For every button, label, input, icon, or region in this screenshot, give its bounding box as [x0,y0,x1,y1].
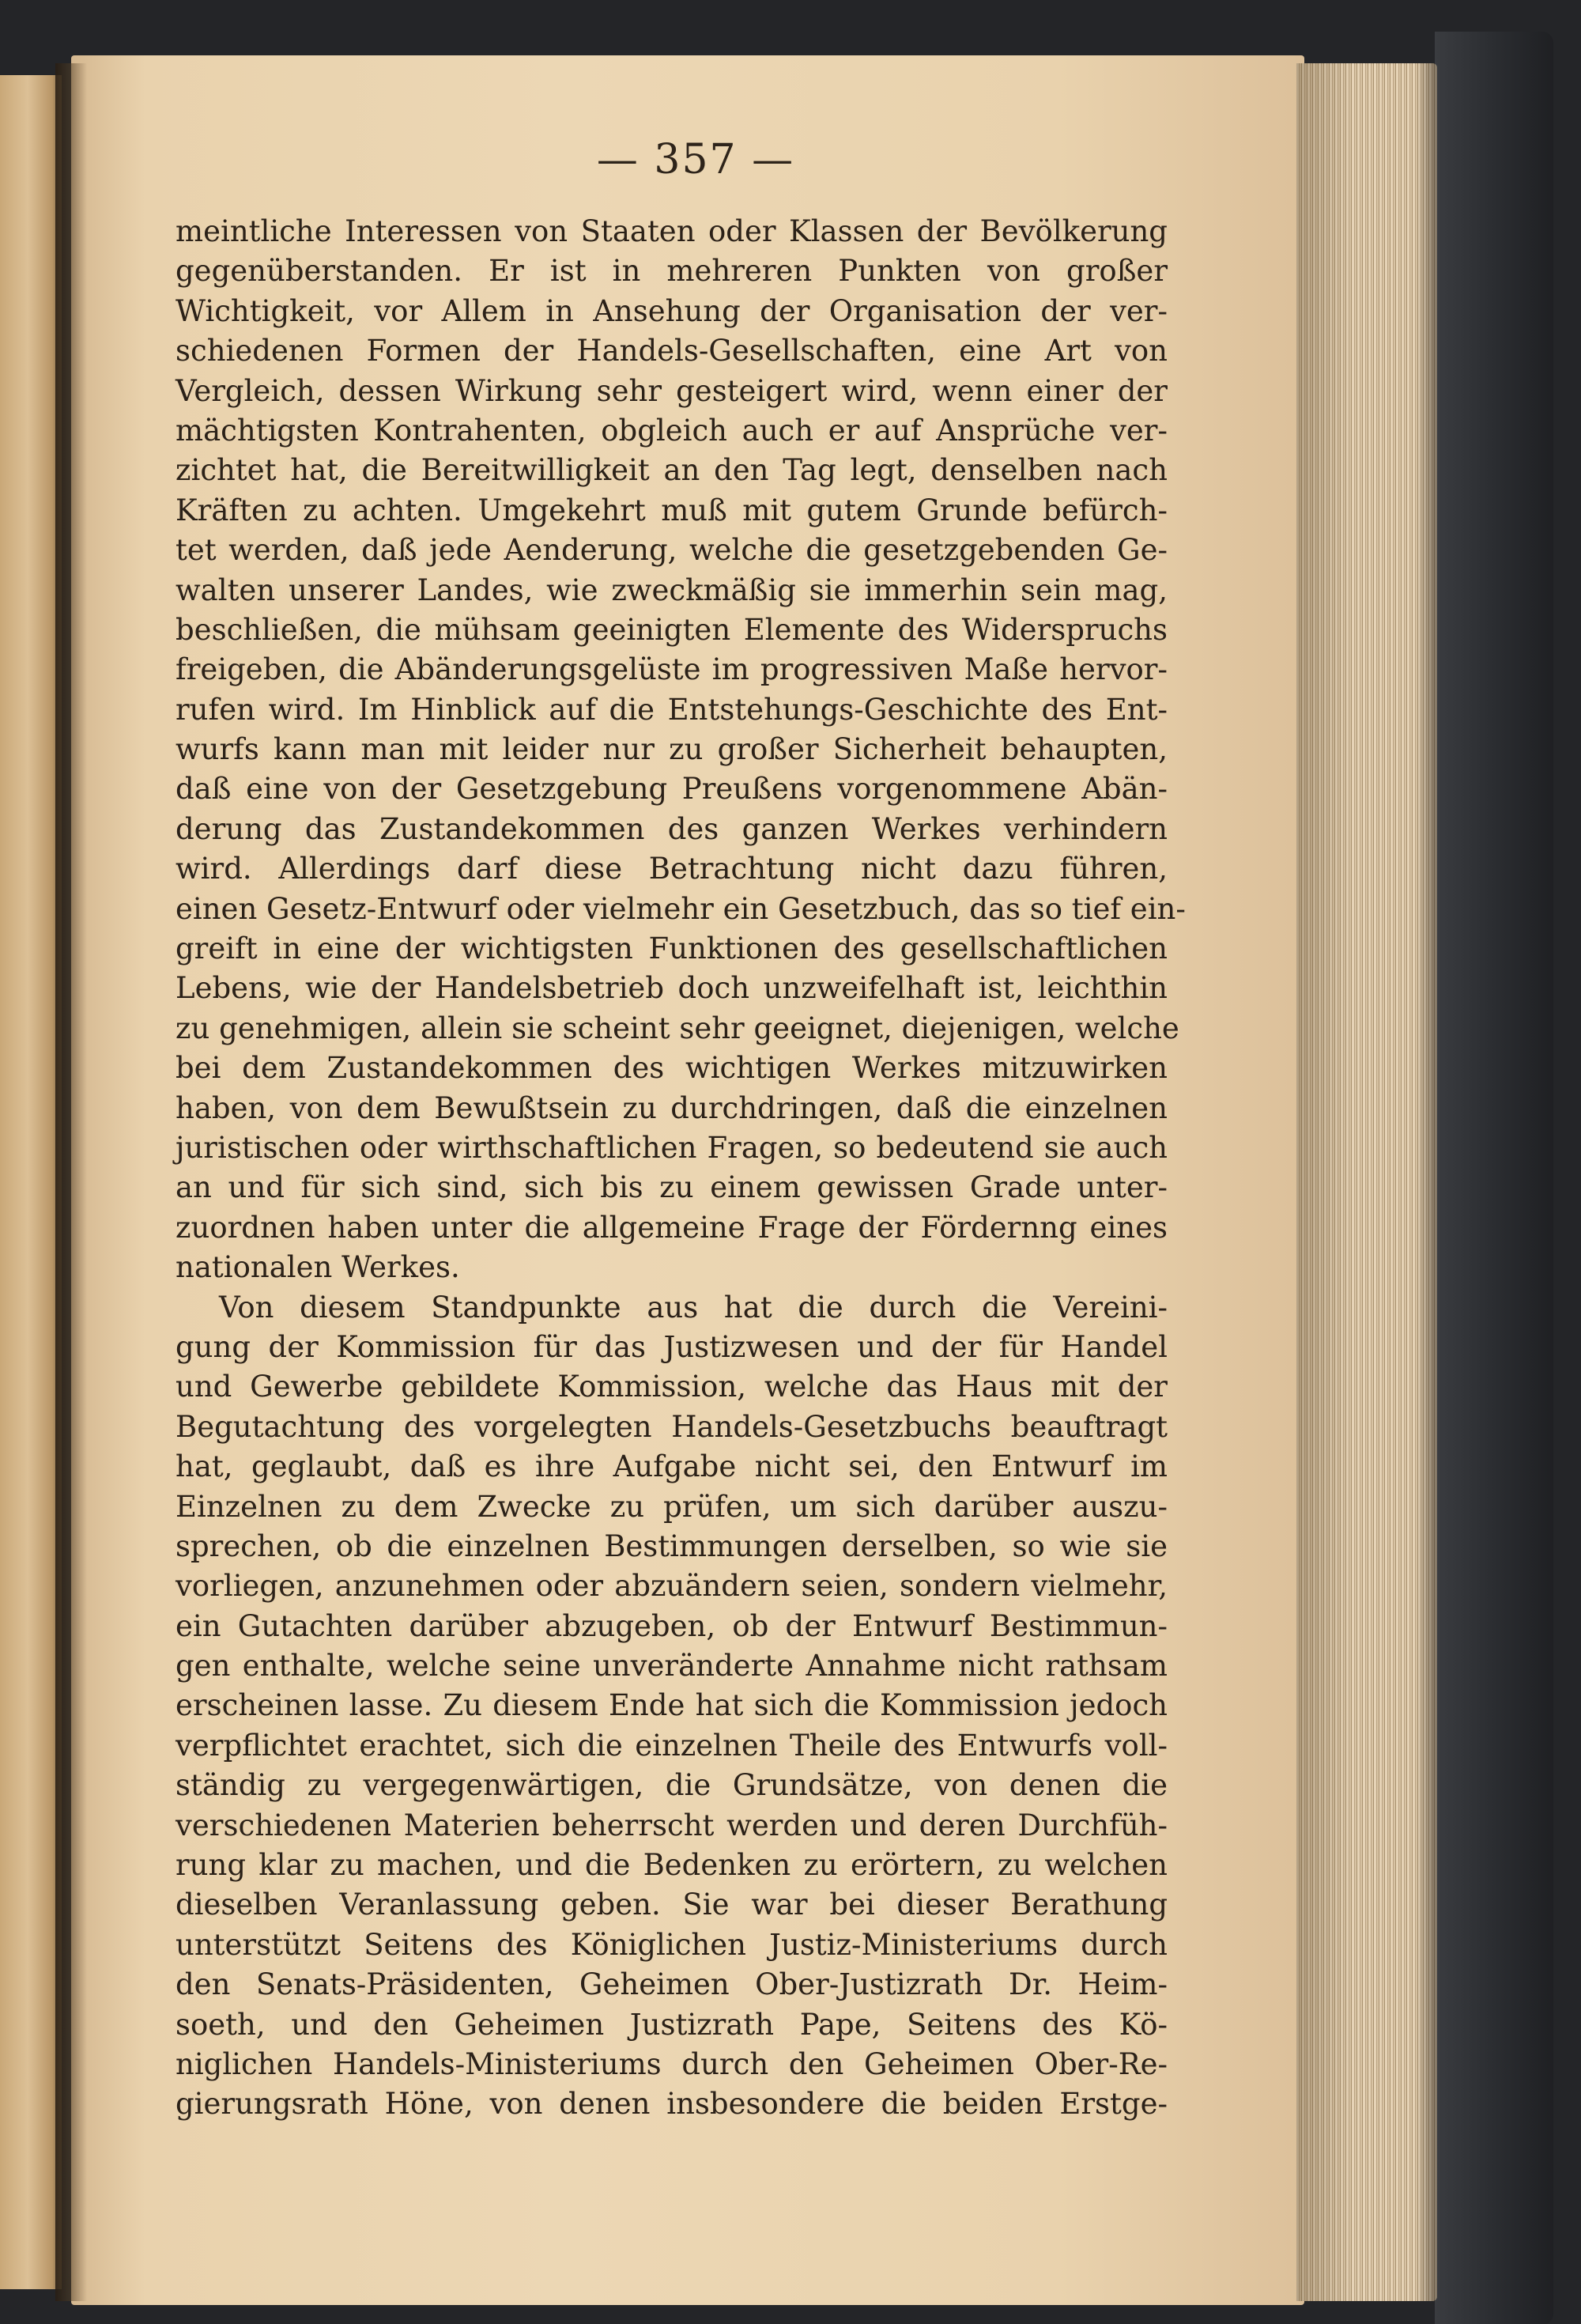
text-line: nationalen Werkes. [175,1250,460,1285]
page-number: — 357 — [596,136,795,183]
body-text [175,212,1186,2125]
text-line: soeth, und den Geheimen Justizrath Pape, Seitens des Kö- [175,2007,1168,2042]
text-line: gierungsrath Höne, von denen insbesondere die beiden Erstge- [175,2087,1168,2122]
page-stack-shade [1296,63,1437,2301]
text-line: hat, geglaubt, daß es ihre Aufgabe nicht sei, den Entwurf im [175,1449,1168,1484]
text-line: wird. Allerdings darf diese Betrachtung nicht dazu führen, [175,852,1168,886]
gutter-shadow [55,63,87,2301]
text-line: zuordnen haben unter die allgemeine Frage der Fördernng eines [175,1210,1168,1245]
text-line: meintliche Interessen von Staaten oder Klassen der Bevölkerung [175,214,1168,248]
text-line: juristischen oder wirthschaftlichen Fragen, so bedeutend sie auch [175,1130,1168,1165]
text-line: ein Gutachten darüber abzugeben, ob der Entwurf Bestimmun- [175,1608,1168,1643]
text-line: tet werden, daß jede Aenderung, welche die gesetzgebenden Ge- [175,533,1168,568]
text-line: Wichtigkeit, vor Allem in Ansehung der Organisation der ver- [175,293,1168,328]
text-line: bei dem Zustandekommen des wichtigen Werkes mitzuwirken [175,1051,1168,1086]
book-cover [1435,32,1553,2324]
text-line: zu genehmigen, allein sie scheint sehr geeignet, diejenigen, welche [175,1011,1179,1045]
text-line: gegenüberstanden. Er ist in mehreren Punkten von großer [175,254,1168,289]
text-line: rufen wird. Im Hinblick auf die Entstehungs-Geschichte des Ent- [175,692,1168,727]
text-line: mächtigsten Kontrahenten, obgleich auch er auf Ansprüche ver- [175,413,1168,448]
text-line: wurfs kann man mit leider nur zu großer Sicherheit behaupten, [175,732,1168,767]
text-line: beschließen, die mühsam geeinigten Elemente des Widerspruchs [175,612,1168,647]
text-line: erscheinen lasse. Zu diesem Ende hat sich die Kommission jedoch [175,1688,1168,1723]
text-line: vorliegen, anzunehmen oder abzuändern seien, sondern vielmehr, [175,1569,1168,1604]
text-line: schiedenen Formen der Handels-Gesellschaften, eine Art von [175,334,1168,368]
text-line: greift in eine der wichtigsten Funktionen des gesellschaftlichen [175,931,1168,966]
text-line: verschiedenen Materien beherrscht werden und deren Durchfüh- [175,1808,1168,1842]
text-line: Von diesem Standpunkte aus hat die durch die Vereini- [219,1290,1168,1324]
text-line: derung das Zustandekommen des ganzen Werkes verhindern [175,811,1168,846]
text-line: Kräften zu achten. Umgekehrt muß mit gutem Grunde befürch- [175,493,1168,527]
text-line: an und für sich sind, sich bis zu einem gewissen Grade unter- [175,1170,1168,1205]
text-line: unterstützt Seitens des Königlichen Justiz-Ministeriums durch [175,1927,1168,1962]
text-line: Lebens, wie der Handelsbetrieb doch unzweifelhaft ist, leichthin [175,971,1168,1006]
text-line: sprechen, ob die einzelnen Bestimmungen derselben, so wie sie [175,1529,1168,1563]
text-line: Einzelnen zu dem Zwecke zu prüfen, um sich darüber auszu- [175,1489,1168,1524]
text-line: gung der Kommission für das Justizwesen und der für Handel [175,1329,1168,1364]
text-line: Vergleich, dessen Wirkung sehr gesteigert wird, wenn einer der [175,373,1168,408]
text-line: rung klar zu machen, und die Bedenken zu erörtern, zu welchen [175,1848,1168,1883]
text-line: ständig zu vergegenwärtigen, die Grundsätze, von denen die [175,1768,1168,1803]
text-line: verpflichtet erachtet, sich die einzelnen Theile des Entwurfs voll- [175,1728,1168,1763]
text-line: dieselben Veranlassung geben. Sie war bei dieser Berathung [175,1888,1168,1922]
text-line: freigeben, die Abänderungsgelüste im progressiven Maße hervor- [175,652,1168,687]
text-line: daß eine von der Gesetzgebung Preußens vorgenommene Abän- [175,772,1168,807]
text-line: niglichen Handels-Ministeriums durch den Geheimen Ober-Re- [175,2046,1168,2081]
text-line: den Senats-Präsidenten, Geheimen Ober-Justizrath Dr. Heim- [175,1967,1168,2002]
facing-page-edge [0,75,62,2289]
text-line: walten unserer Landes, wie zweckmäßig sie immerhin sein mag, [175,572,1168,607]
text-line: gen enthalte, welche seine unveränderte Annahme nicht rathsam [175,1649,1168,1683]
text-line: und Gewerbe gebildete Kommission, welche das Haus mit der [175,1370,1168,1404]
text-line: zichtet hat, die Bereitwilligkeit an den Tag legt, denselben nach [175,453,1168,488]
text-line: Begutachtung des vorgelegten Handels-Gesetzbuchs beauftragt [175,1409,1168,1444]
text-line: einen Gesetz-Entwurf oder vielmehr ein Gesetzbuch, das so tief ein- [175,891,1186,926]
text-line: haben, von dem Bewußtsein zu durchdringen, daß die einzelnen [175,1090,1168,1125]
